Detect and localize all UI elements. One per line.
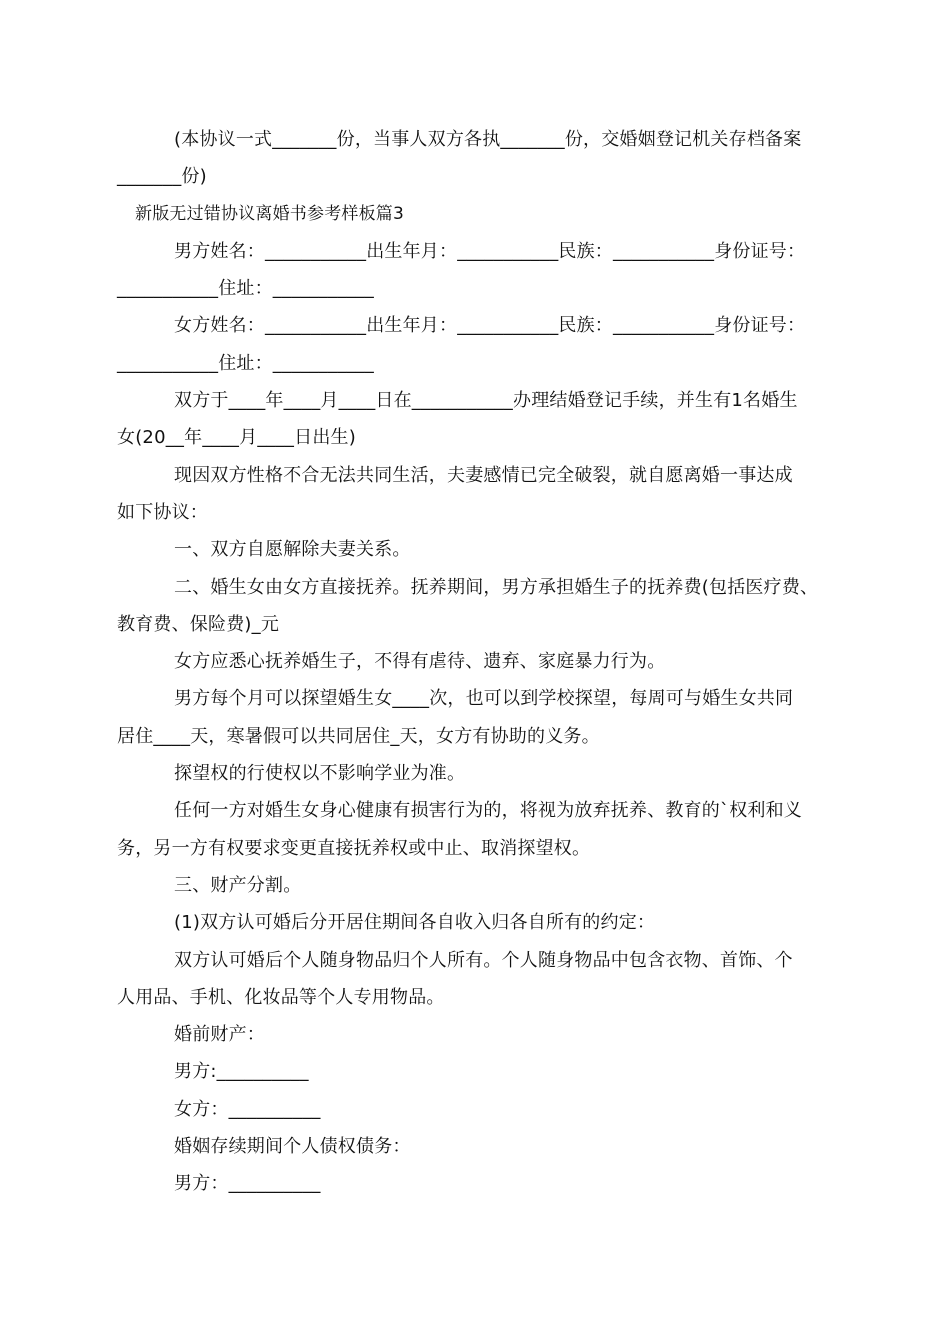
section-title: 新版无过错协议离婚书参考样板篇3	[135, 203, 405, 224]
document-line: 双方于____年____月____日在___________办理结婚登记手续，并生有1名婚生	[174, 390, 798, 412]
document-line: 现因双方性格不合无法共同生活，夫妻感情已完全破裂，就自愿离婚一事达成	[174, 464, 793, 486]
document-line: 人用品、手机、化妆品等个人专用物品。	[117, 986, 445, 1008]
document-line: (本协议一式_______份，当事人双方各执_______份，交婚姻登记机关存档备案	[174, 129, 802, 150]
document-line: 婚姻存续期间个人债权债务：	[174, 1136, 411, 1158]
document-line: ___________住址：___________	[117, 278, 374, 300]
document-line: 婚前财产：	[174, 1024, 265, 1046]
document-line: 三、财产分割。	[174, 874, 302, 896]
document-line: 务，另一方有权要求变更直接抚养权或中止、取消探望权。	[117, 837, 591, 859]
document-line: 女方：__________	[174, 1098, 321, 1120]
document-line: 居住____天，寒暑假可以共同居住_天，女方有协助的义务。	[117, 725, 600, 747]
document-line: 男方每个月可以探望婚生女____次，也可以到学校探望，每周可与婚生女共同	[174, 688, 794, 710]
document-body	[117, 121, 852, 1203]
document-line: 男方姓名：___________出生年月：___________民族：___________身份证号：	[174, 240, 806, 262]
document-line: 如下协议：	[117, 501, 208, 523]
document-line: 二、婚生女由女方直接抚养。抚养期间，男方承担婚生子的抚养费(包括医疗费、	[174, 576, 819, 598]
document-line: 双方认可婚后个人随身物品归个人所有。个人随身物品中包含衣物、首饰、个	[174, 949, 793, 971]
document-line: 探望权的行使权以不影响学业为准。	[174, 763, 466, 785]
document-line: 男方：__________	[174, 1173, 321, 1195]
document-line: 任何一方对婚生女身心健康有损害行为的，将视为放弃抚养、教育的`权利和义	[174, 800, 802, 822]
document-line: 教育费、保险费)_元	[117, 613, 280, 635]
document-line: _______份)	[117, 166, 207, 188]
document-line: ___________住址：___________	[117, 352, 374, 374]
document-line: 一、双方自愿解除夫妻关系。	[174, 539, 411, 561]
document-line: 男方:__________	[174, 1061, 309, 1083]
document-line: 女方姓名：___________出生年月：___________民族：___________身份证号：	[174, 315, 806, 337]
document-line: 女方应悉心抚养婚生子，不得有虐待、遗弃、家庭暴力行为。	[174, 651, 666, 673]
document-line: 女(20__年____月____日出生)	[117, 427, 356, 449]
document-line: (1)双方认可婚后分开居住期间各自收入归各自所有的约定：	[174, 912, 656, 934]
